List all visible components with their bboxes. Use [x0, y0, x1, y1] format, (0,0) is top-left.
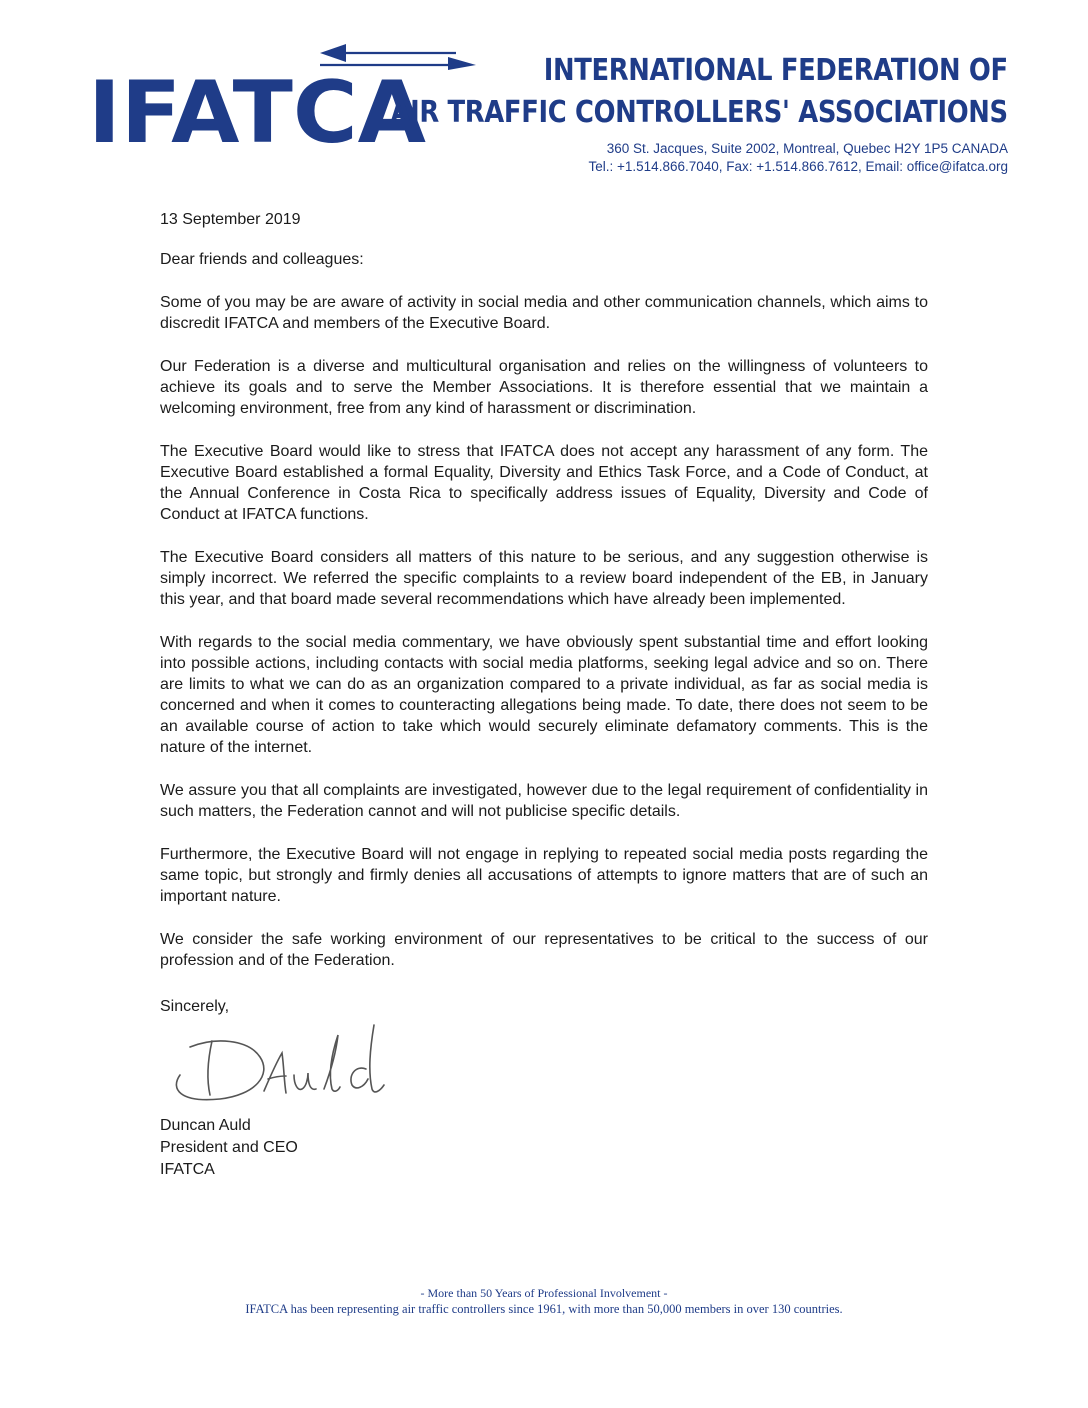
org-name-line2: AIR TRAFFIC CONTROLLERS' ASSOCIATIONS	[390, 95, 1008, 130]
paragraph: With regards to the social media commentary, we have obviously spent substantial time and effort looking into possible actions, including contacts with social media platforms, seeking legal advice and so on. There are limits to what we can do as an organization compared to a private individual, as far as social media is concerned and when it comes to counteracting allegations being made. To date, there does not seem to be an available course of action to take which would securely eliminate defamatory comments. This is the nature of the internet.	[160, 634, 928, 756]
org-contact: Tel.: +1.514.866.7040, Fax: +1.514.866.7612, Email: office@ifatca.org	[588, 159, 1008, 174]
paragraph: The Executive Board would like to stress that IFATCA does not accept any harassment of any form. The Executive Board established a formal Equality, Diversity and Ethics Task Force, and a Code of Conduct, at the Annual Conference in Costa Rica to specifically address issues of Equality, Diversity and Code of Conduct at IFATCA functions.	[160, 443, 928, 523]
footer-tagline: - More than 50 Years of Professional Involvement -	[420, 1286, 668, 1300]
signer-name: Duncan Auld	[160, 1117, 251, 1134]
paragraph: We assure you that all complaints are investigated, however due to the legal requirement of confidentiality in such matters, the Federation cannot and will not publicise specific details.	[160, 782, 928, 820]
page-footer	[0, 1286, 1088, 1317]
paragraph: Furthermore, the Executive Board will not engage in replying to repeated social media posts regarding the same topic, but strongly and firmly denies all accusations of attempts to ignore matters that are of such an important nature.	[160, 846, 928, 905]
handwritten-signature-icon	[160, 1019, 400, 1109]
organization-header	[290, 50, 1008, 176]
closing: Sincerely,	[160, 998, 230, 1015]
letter-date: 13 September 2019	[160, 211, 301, 228]
paragraph: Our Federation is a diverse and multicultural organisation and relies on the willingness of volunteers to achieve its goals and to serve the Member Associations. It is therefore essential that we maintain a welcoming environment, free from any kind of harassment or discrimination.	[160, 358, 928, 417]
org-address: 360 St. Jacques, Suite 2002, Montreal, Quebec H2Y 1P5 CANADA	[606, 141, 1008, 156]
org-name-line1: INTERNATIONAL FEDERATION OF	[543, 53, 1008, 88]
signer-organization: IFATCA	[160, 1161, 215, 1178]
paragraph: The Executive Board considers all matters of this nature to be serious, and any suggestion otherwise is simply incorrect. We referred the specific complaints to a review board independent of the EB, in January this year, and that board made several recommendations which have already been implemented.	[160, 549, 928, 608]
paragraph: We consider the safe working environment of our representatives to be critical to the success of our profession and of the Federation.	[160, 931, 928, 969]
letter-body	[160, 210, 928, 1181]
footer-text: IFATCA has been representing air traffic controllers since 1961, with more than 50,000 members in over 130 countries.	[245, 1302, 843, 1316]
signer-title: President and CEO	[160, 1139, 298, 1156]
salutation: Dear friends and colleagues:	[160, 251, 364, 268]
paragraph: Some of you may be are aware of activity in social media and other communication channels, which aims to discredit IFATCA and members of the Executive Board.	[160, 294, 928, 332]
logo-wordmark: IFATCA	[88, 63, 427, 150]
